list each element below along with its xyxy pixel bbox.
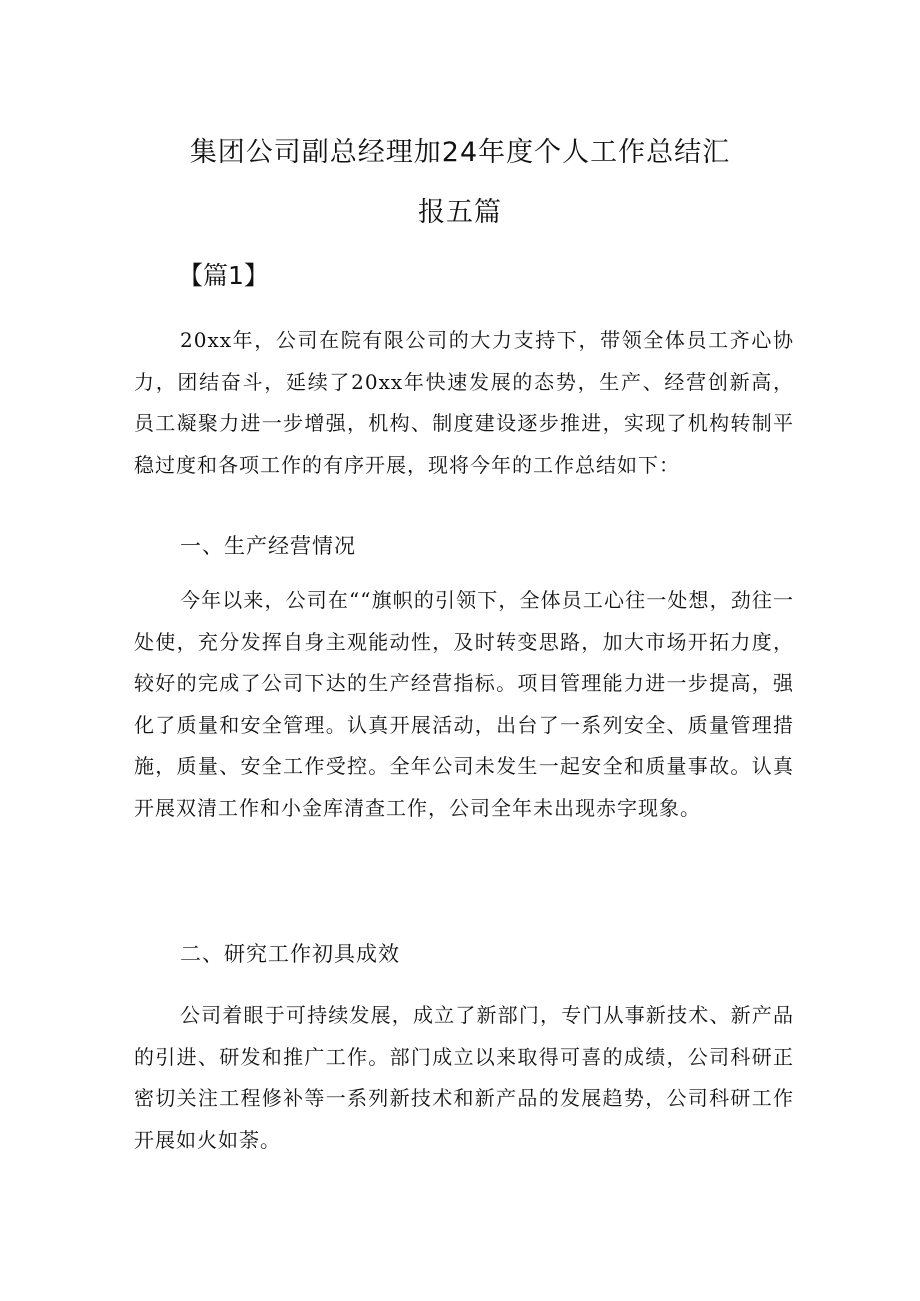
section-1-heading: 一、生产经营情况 [180, 534, 356, 558]
document-title-line-1: 集团公司副总经理加24年度个人工作总结汇 [189, 137, 731, 168]
chapter-label: 【篇1】 [178, 261, 269, 290]
intro-paragraph: 20xx年，公司在院有限公司的大力支持下，带领全体员工齐心协力，团结奋斗，延续了20xx年快速发展的态势，生产、经营创新高，员工凝聚力进一步增强，机构、制度建设逐步推进，实现了机构转制平稳过度和各项工作的有序开展，现将今年的工作总结如下： [134, 328, 794, 477]
section-2-body: 公司着眼于可持续发展，成立了新部门，专门从事新技术、新产品的引进、研发和推广工作。部门成立以来取得可喜的成绩，公司科研正密切关注工程修补等一系列新技术和新产品的发展趋势，公司科研工作开展如火如荼。 [134, 1003, 794, 1152]
section-2-heading: 二、研究工作初具成效 [180, 942, 400, 966]
document-title-line-2: 报五篇 [418, 197, 502, 228]
section-1-body: 今年以来，公司在““旗帜的引领下，全体员工心往一处想，劲往一处使，充分发挥自身主观能动性，及时转变思路，加大市场开拓力度，较好的完成了公司下达的生产经营指标。项目管理能力进一步提高，强化了质量和安全管理。认真开展活动，出台了一系列安全、质量管理措施，质量、安全工作受控。全年公司未发生一起安全和质量事故。认真开展双清工作和小金库清查工作，公司全年未出现赤字现象。 [134, 588, 794, 820]
